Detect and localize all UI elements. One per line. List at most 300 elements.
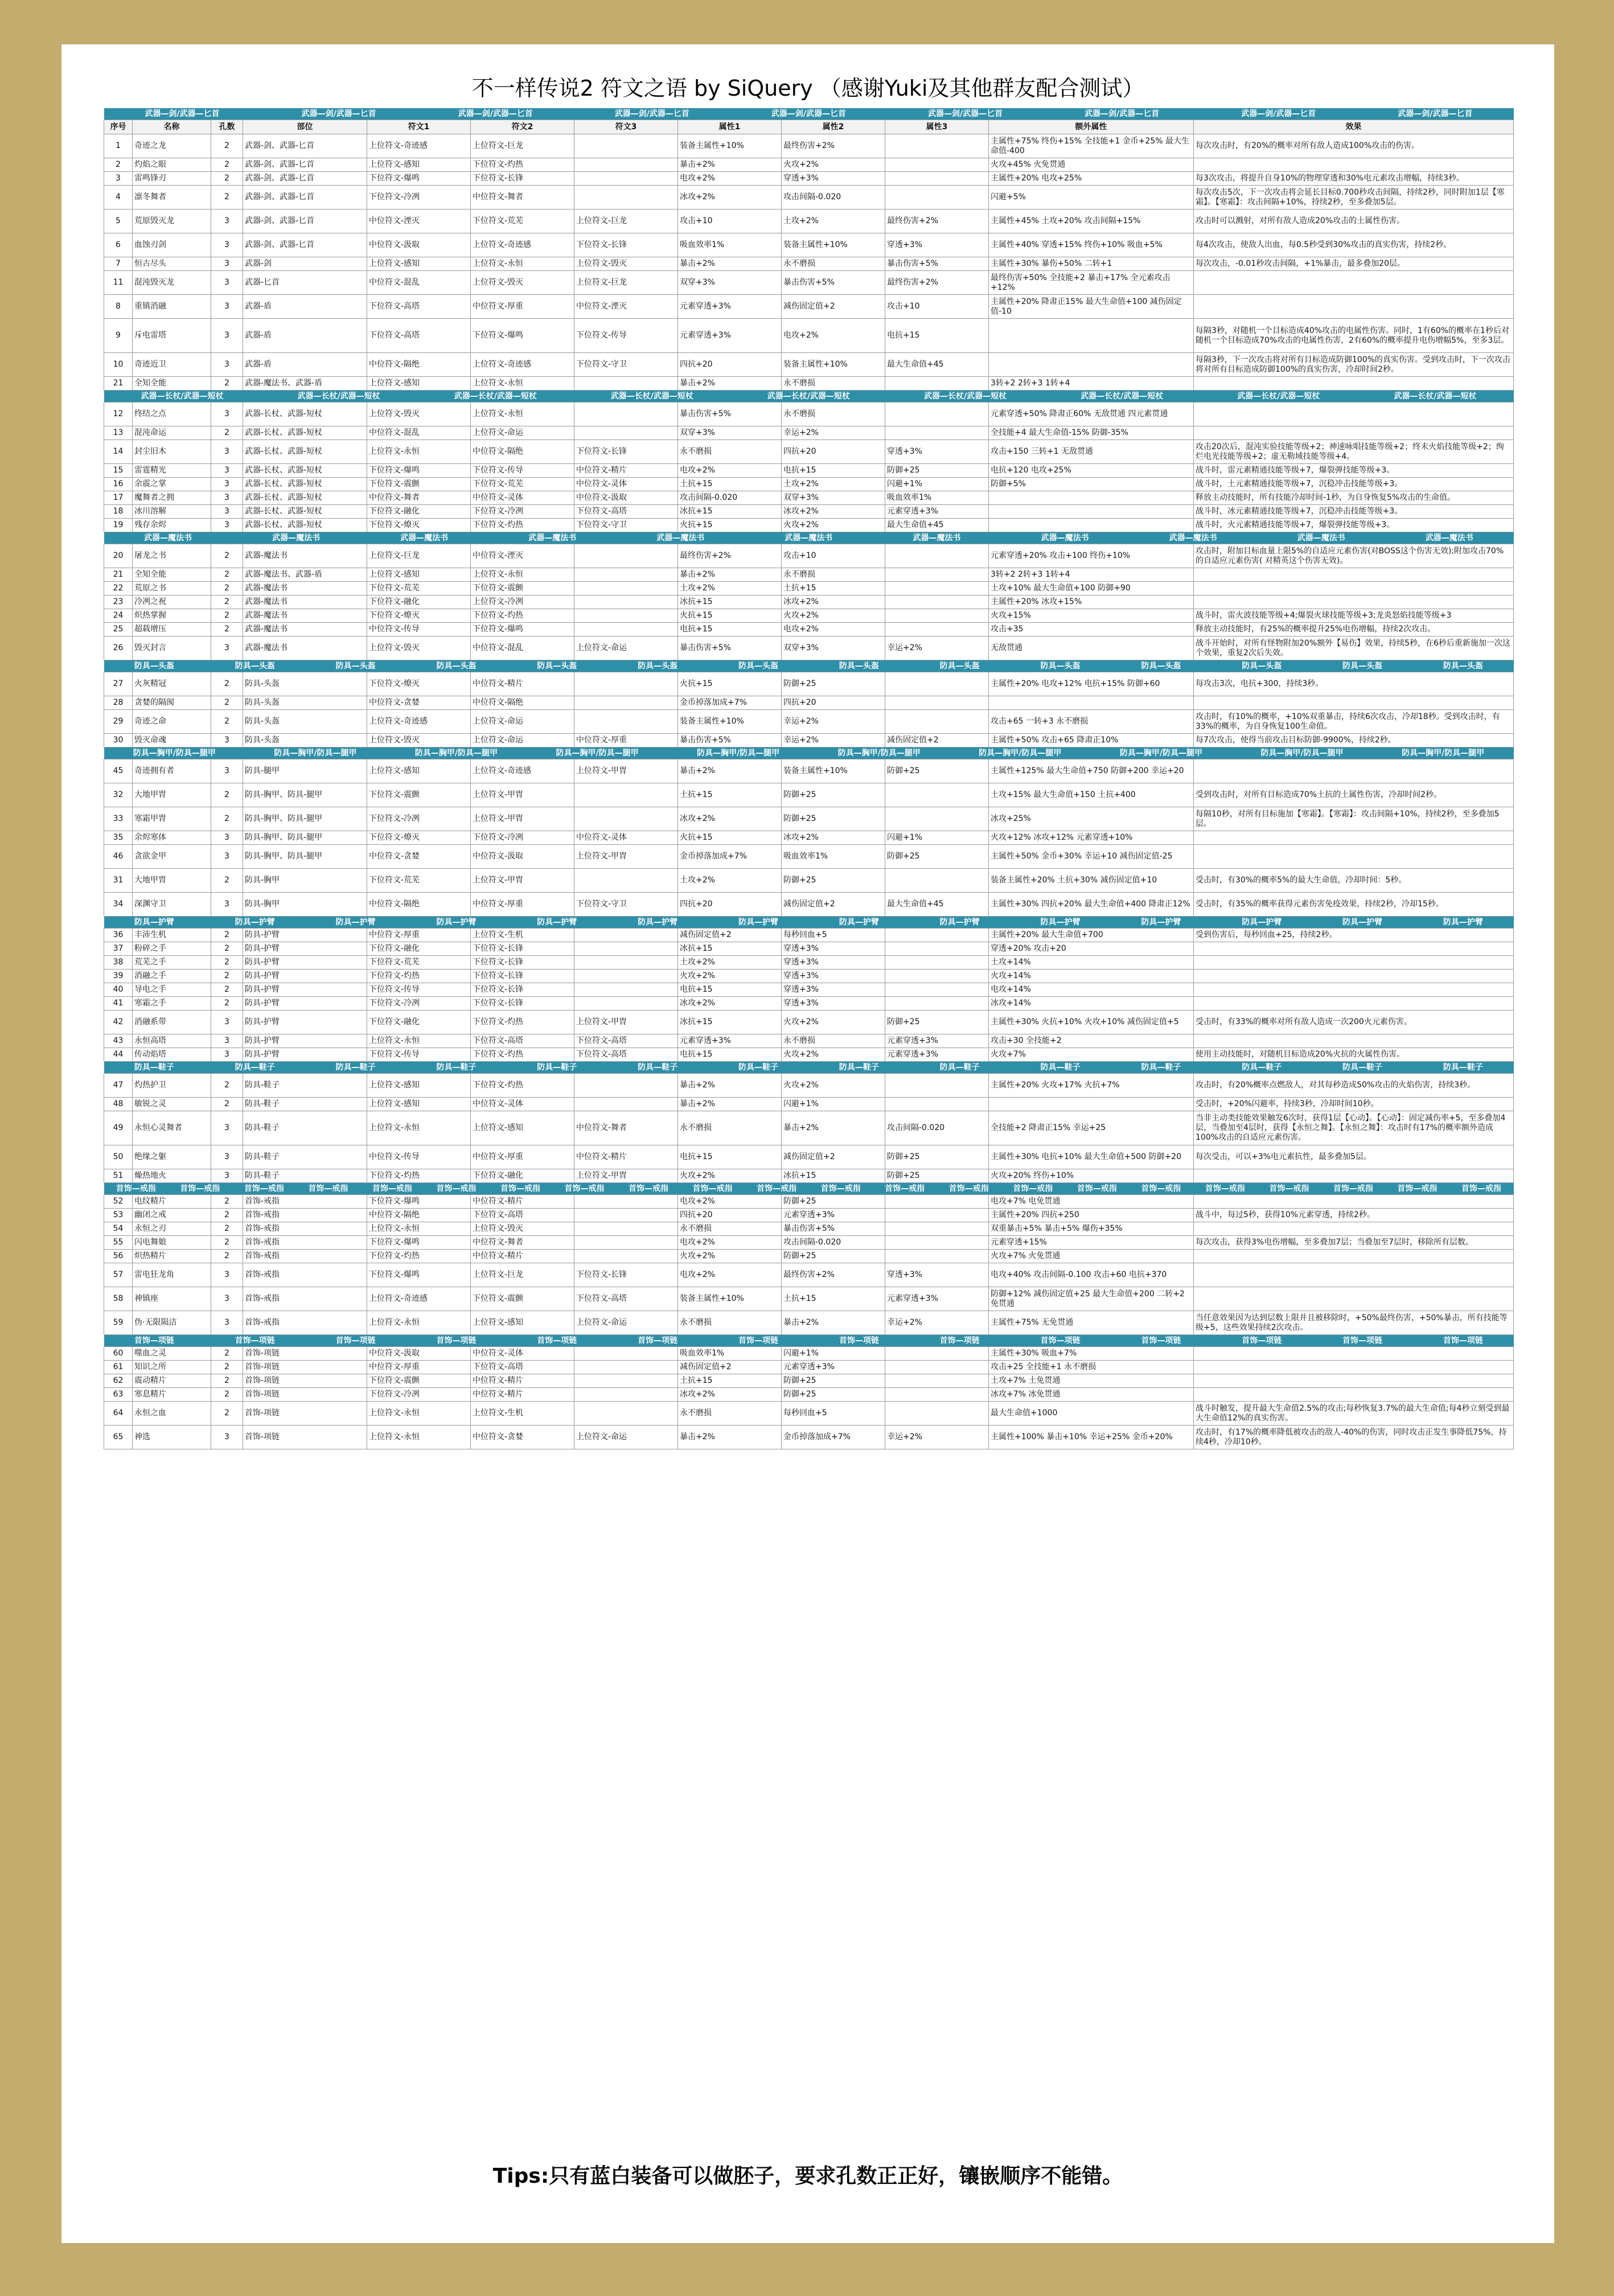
- table-cell: 上位符文-命运: [471, 426, 574, 440]
- table-cell: 暴击+2%: [782, 1111, 885, 1145]
- table-cell: 攻击间隔-0.020: [782, 186, 885, 210]
- table-cell: 电抗+120 电攻+25%: [989, 464, 1194, 478]
- table-cell: [885, 807, 989, 831]
- table-cell: 主属性+100% 暴击+10% 幸运+25% 金币+20%: [989, 1426, 1194, 1449]
- table-cell: 56: [104, 1250, 133, 1263]
- table-cell: 土攻+7% 土免贯通: [989, 1374, 1194, 1388]
- table-cell: 装备主属性+10%: [678, 710, 782, 734]
- table-cell: 下位符文-灼热: [471, 158, 574, 172]
- table-cell: 武器-魔法书: [243, 595, 367, 609]
- table-cell: 火抗+15: [678, 609, 782, 623]
- table-cell: 防具-护臂: [243, 1034, 367, 1048]
- table-cell: 防具-胸甲: [243, 893, 367, 917]
- table-cell: 38: [104, 956, 133, 970]
- table-row: [104, 845, 1514, 869]
- table-cell: 16: [104, 478, 133, 491]
- section-label: 防具—头盔: [839, 661, 879, 671]
- table-row: [104, 1287, 1514, 1311]
- table-cell: 冰攻+2%: [782, 505, 885, 519]
- table-cell: 穿透+3%: [782, 172, 885, 186]
- table-cell: [574, 997, 678, 1011]
- table-cell: 主属性+30% 四抗+20% 最大生命值+400 降肃正12%: [989, 893, 1194, 917]
- table-cell: 奇迹近卫: [133, 353, 211, 377]
- section-label: 武器—长杖/武器—短杖: [1394, 391, 1477, 401]
- table-cell: 闪避+5%: [989, 186, 1194, 210]
- table-cell: 上位符文-命运: [574, 1311, 678, 1335]
- table-cell: 土抗+15: [678, 478, 782, 491]
- table-cell: 元素穿透+50% 降肃正60% 无敌贯通 四元素贯通: [989, 402, 1194, 426]
- table-cell: 战斗中，每过5秒，获得10%元素穿透，持续2秒。: [1194, 1209, 1514, 1222]
- table-cell: 粉碎之手: [133, 942, 211, 956]
- table-cell: [885, 1361, 989, 1374]
- table-cell: 穿透+3%: [782, 956, 885, 970]
- document-sheet: [61, 44, 1554, 2243]
- table-cell: 元素穿透+3%: [885, 505, 989, 519]
- table-row: [104, 1263, 1514, 1287]
- table-cell: 火攻+2%: [782, 158, 885, 172]
- table-row: [104, 1426, 1514, 1449]
- table-row: [104, 696, 1514, 710]
- table-cell: 下位符文-融化: [367, 942, 471, 956]
- table-row: [104, 478, 1514, 491]
- table-cell: 首饰-戒指: [243, 1263, 367, 1287]
- table-cell: 幸运+2%: [782, 734, 885, 747]
- table-cell: 炽热精片: [133, 1250, 211, 1263]
- table-cell: 终结之点: [133, 402, 211, 426]
- table-cell: 33: [104, 807, 133, 831]
- table-cell: [574, 544, 678, 568]
- table-cell: 最大生命值+45: [885, 519, 989, 532]
- table-cell: 武器-长杖、武器-短杖: [243, 505, 367, 519]
- table-cell: 首饰-戒指: [243, 1287, 367, 1311]
- table-cell: 5: [104, 210, 133, 233]
- table-cell: 中位符文-厚重: [471, 893, 574, 917]
- table-cell: 最终伤害+2%: [885, 271, 989, 295]
- table-cell: 2: [211, 1222, 243, 1236]
- table-row: [104, 672, 1514, 696]
- table-cell: [1194, 568, 1514, 582]
- table-cell: [574, 134, 678, 158]
- table-cell: 当非主动类技能效果触发6次时，获得1层【心动】。【心动】：固定减伤率+5，至多叠加4层，当叠加至4层时，获得【永恒之舞】。【永恒之舞】：攻击时有17%的概率额外造成100%攻击的自适应元素伤害。: [1194, 1111, 1514, 1145]
- table-cell: 当任意效果因为达到层数上限并且被移除时，+50%最终伤害，+50%暴击，所有技能等级+5，这些效果持续2次攻击。: [1194, 1311, 1514, 1335]
- table-row: [104, 609, 1514, 623]
- table-cell: 防具-鞋子: [243, 1111, 367, 1145]
- table-row: [104, 519, 1514, 532]
- table-cell: 1: [104, 134, 133, 158]
- table-cell: 2: [211, 1250, 243, 1263]
- table-cell: [574, 672, 678, 696]
- table-cell: 上位符文-冷冽: [471, 595, 574, 609]
- table-cell: 主属性+45% 土攻+20% 攻击间隔+15%: [989, 210, 1194, 233]
- table-cell: 雷电狂龙角: [133, 1263, 211, 1287]
- table-cell: 下位符文-冷冽: [367, 186, 471, 210]
- table-cell: 中位符文-厚重: [574, 734, 678, 747]
- table-cell: 下位符文-冷冽: [367, 807, 471, 831]
- table-cell: 无敌贯通: [989, 636, 1194, 660]
- table-cell: [1194, 426, 1514, 440]
- table-cell: 首饰-项链: [243, 1361, 367, 1374]
- table-row: [104, 1209, 1514, 1222]
- section-label: 武器—长杖/武器—短杖: [767, 391, 851, 401]
- table-cell: 3: [211, 319, 243, 353]
- table-cell: 防御+25: [885, 1011, 989, 1034]
- table-cell: 2: [211, 1195, 243, 1209]
- table-cell: 凛冬舞者: [133, 186, 211, 210]
- table-cell: 2: [211, 1374, 243, 1388]
- table-row: [104, 1222, 1514, 1236]
- table-cell: 冰攻+2%: [678, 186, 782, 210]
- table-cell: 永不磨损: [782, 257, 885, 271]
- table-cell: [574, 869, 678, 893]
- table-cell: 电抗+15: [885, 319, 989, 353]
- table-row: [104, 1250, 1514, 1263]
- table-cell: 上位符文-永恒: [367, 1111, 471, 1145]
- table-cell: 2: [211, 1402, 243, 1426]
- table-cell: 中位符文-舞者: [471, 1236, 574, 1250]
- table-cell: 减伤固定值+2: [782, 295, 885, 319]
- table-cell: 释放主动技能时，所有技能冷却时间-1秒，为自身恢复5%攻击的生命值。: [1194, 491, 1514, 505]
- table-cell: 吸血效率1%: [885, 491, 989, 505]
- table-cell: 穿透+3%: [782, 997, 885, 1011]
- section-label: 首饰—戒指: [1013, 1184, 1053, 1193]
- table-cell: 每秒回血+5: [782, 1402, 885, 1426]
- table-cell: 火攻+20% 终伤+10%: [989, 1169, 1194, 1183]
- table-cell: 43: [104, 1034, 133, 1048]
- table-cell: 中位符文-灵体: [471, 1347, 574, 1361]
- table-cell: 装备主属性+10%: [678, 1287, 782, 1311]
- table-cell: 最终伤害+2%: [678, 544, 782, 568]
- table-row: [104, 831, 1514, 845]
- table-cell: 火攻+14%: [989, 970, 1194, 983]
- table-cell: 每隔3秒，对随机一个目标造成40%攻击的电属性伤害。同时，1有60%的概率在1秒后对随机一个目标造成70%攻击的电属性伤害，2有60%的概率提升电伤增幅5%，至多3层。: [1194, 319, 1514, 353]
- table-cell: 3: [211, 1263, 243, 1287]
- table-cell: 上位符文-奇迹感: [367, 134, 471, 158]
- table-cell: 受击时，+20%闪避率，持续3秒，冷却时间10秒。: [1194, 1098, 1514, 1111]
- table-cell: 2: [211, 929, 243, 942]
- table-cell: 下位符文-长锋: [471, 172, 574, 186]
- table-cell: 双穿+3%: [678, 426, 782, 440]
- section-label: 首饰—戒指: [500, 1184, 540, 1193]
- table-cell: 防具-护臂: [243, 997, 367, 1011]
- section-label: 防具—鞋子: [1242, 1062, 1282, 1072]
- section-label: 防具—胸甲/防具—腿甲: [1402, 748, 1485, 758]
- table-cell: 火攻+2%: [782, 1011, 885, 1034]
- table-cell: 装备主属性+20% 土抗+30% 减伤固定值+10: [989, 869, 1194, 893]
- section-header-cell: [104, 1183, 1514, 1195]
- table-cell: 火攻+2%: [782, 1074, 885, 1098]
- table-cell: 首饰-戒指: [243, 1250, 367, 1263]
- table-cell: [885, 1236, 989, 1250]
- table-cell: 永不磨损: [782, 402, 885, 426]
- table-row: [104, 1311, 1514, 1335]
- table-cell: 下位符文-爆鸣: [471, 623, 574, 636]
- table-cell: 首饰-项链: [243, 1402, 367, 1426]
- section-label: 武器—剑/武器—匕首: [458, 109, 533, 118]
- table-cell: 减伤固定值+2: [678, 929, 782, 942]
- table-cell: 主属性+30% 电抗+10% 最大生命值+500 防御+20: [989, 1145, 1194, 1169]
- table-cell: 中位符文-舞者: [367, 491, 471, 505]
- table-cell: 下位符文-高塔: [574, 1287, 678, 1311]
- table-cell: 中位符文-精片: [471, 1250, 574, 1263]
- table-cell: 最大生命值+45: [885, 353, 989, 377]
- table-cell: 永不磨损: [782, 568, 885, 582]
- section-label: 首饰—戒指: [244, 1184, 284, 1193]
- section-header-labels: [104, 109, 1514, 119]
- table-cell: 3: [211, 1034, 243, 1048]
- table-cell: 3: [211, 1287, 243, 1311]
- runeword-table-wrap: [104, 108, 1513, 1449]
- table-cell: 上位符文-奇迹感: [367, 710, 471, 734]
- table-cell: 土攻+14%: [989, 956, 1194, 970]
- table-row: [104, 970, 1514, 983]
- table-cell: 45: [104, 759, 133, 783]
- table-cell: 每秒回血+5: [782, 929, 885, 942]
- table-cell: 攻击+10: [678, 210, 782, 233]
- section-label: 首饰—项链: [839, 1336, 879, 1345]
- table-row: [104, 759, 1514, 783]
- section-label: 武器—魔法书: [144, 533, 192, 543]
- section-label: 防具—护臂: [134, 917, 174, 927]
- table-cell: 7: [104, 257, 133, 271]
- table-cell: 下位符文-爆鸣: [367, 1195, 471, 1209]
- table-cell: 使用主动技能时，对随机目标造成20%火抗的火属性伤害。: [1194, 1048, 1514, 1062]
- table-cell: 冰攻+2%: [678, 1388, 782, 1402]
- table-cell: 19: [104, 519, 133, 532]
- table-row: [104, 710, 1514, 734]
- table-cell: 60: [104, 1347, 133, 1361]
- table-cell: 最终伤害+50% 全技能+2 暴击+17% 全元素攻击+12%: [989, 271, 1194, 295]
- table-cell: 穿透+3%: [782, 942, 885, 956]
- table-cell: 上位符文-命运: [471, 734, 574, 747]
- table-cell: 防具-胸甲: [243, 869, 367, 893]
- table-cell: 下位符文-守卫: [574, 519, 678, 532]
- table-cell: 3: [211, 759, 243, 783]
- section-label: 防具—鞋子: [134, 1062, 174, 1072]
- table-cell: 武器-魔法书: [243, 623, 367, 636]
- table-cell: [1194, 1222, 1514, 1236]
- table-cell: 3: [211, 734, 243, 747]
- section-header-labels: [104, 1336, 1514, 1346]
- table-cell: 3: [211, 505, 243, 519]
- table-cell: 神选: [133, 1426, 211, 1449]
- table-cell: 火攻+7% 火免贯通: [989, 1250, 1194, 1263]
- table-cell: 防御+25: [782, 807, 885, 831]
- section-label: 首饰—戒指: [564, 1184, 605, 1193]
- section-header-labels: [104, 1184, 1514, 1194]
- table-cell: [989, 505, 1194, 519]
- table-cell: 2: [211, 595, 243, 609]
- table-cell: [1194, 997, 1514, 1011]
- table-cell: 下位符文-燎灭: [367, 609, 471, 623]
- table-cell: 下位符文-燎灭: [367, 519, 471, 532]
- table-cell: 下位符文-灼热: [471, 519, 574, 532]
- table-cell: 战斗时，冰元素精通技能等级+7，沉稳冲击技能等级+3。: [1194, 505, 1514, 519]
- table-row: [104, 491, 1514, 505]
- table-cell: [989, 519, 1194, 532]
- table-cell: [574, 568, 678, 582]
- table-cell: 防御+25: [782, 1374, 885, 1388]
- table-cell: 战斗时，雷火波技能等级+4;爆裂火球技能等级+3;龙炎怒焰技能等级+3: [1194, 609, 1514, 623]
- table-cell: 伪·无限陨洁: [133, 1311, 211, 1335]
- table-cell: 首饰-戒指: [243, 1222, 367, 1236]
- table-cell: 3转+2 2转+3 1转+4: [989, 377, 1194, 391]
- table-cell: 防具-鞋子: [243, 1074, 367, 1098]
- table-cell: 防御+25: [885, 464, 989, 478]
- table-cell: 幸运+2%: [885, 1426, 989, 1449]
- section-label: 首饰—戒指: [1205, 1184, 1245, 1193]
- table-cell: 消融系带: [133, 1011, 211, 1034]
- section-header-labels: [104, 1063, 1514, 1073]
- table-cell: 元素穿透+3%: [885, 1034, 989, 1048]
- table-cell: 2: [211, 956, 243, 970]
- section-label: 防具—头盔: [1141, 661, 1181, 671]
- table-cell: 61: [104, 1361, 133, 1374]
- table-cell: 48: [104, 1098, 133, 1111]
- table-cell: 2: [211, 869, 243, 893]
- table-cell: [989, 1098, 1194, 1111]
- table-cell: 下位符文-守卫: [574, 893, 678, 917]
- table-cell: 主属性+20% 火攻+17% 火抗+7%: [989, 1074, 1194, 1098]
- table-cell: 3: [211, 257, 243, 271]
- table-cell: 电攻+2%: [782, 319, 885, 353]
- table-cell: 首饰-项链: [243, 1426, 367, 1449]
- table-cell: 武器-长杖、武器-短杖: [243, 440, 367, 464]
- table-cell: 上位符文-生机: [471, 929, 574, 942]
- table-cell: [574, 1236, 678, 1250]
- table-row: [104, 1169, 1514, 1183]
- table-cell: 每3次攻击，将提升自身10%的物理穿透和30%电元素攻击增幅，持续3秒。: [1194, 172, 1514, 186]
- section-label: 首饰—项链: [436, 1336, 477, 1345]
- table-cell: 武器-剑: [243, 257, 367, 271]
- table-cell: 魔舞者之拥: [133, 491, 211, 505]
- table-cell: 上位符文-甲胄: [471, 783, 574, 807]
- table-cell: 土抗+15: [678, 1374, 782, 1388]
- table-cell: [885, 623, 989, 636]
- table-cell: 闪避+1%: [782, 1098, 885, 1111]
- table-cell: 冰抗+15: [678, 942, 782, 956]
- table-row: [104, 1347, 1514, 1361]
- table-cell: 冰攻+2%: [678, 997, 782, 1011]
- table-cell: 奇迹之龙: [133, 134, 211, 158]
- table-cell: 下位符文-高塔: [574, 1048, 678, 1062]
- table-cell: [1194, 1361, 1514, 1374]
- table-cell: 35: [104, 831, 133, 845]
- section-label: 防具—护臂: [1040, 917, 1081, 927]
- section-label: 防具—头盔: [537, 661, 577, 671]
- table-cell: 土抗+15: [782, 582, 885, 595]
- table-cell: [989, 319, 1194, 353]
- table-cell: 30: [104, 734, 133, 747]
- table-row: [104, 295, 1514, 319]
- table-cell: 46: [104, 845, 133, 869]
- table-cell: 土抗+15: [678, 783, 782, 807]
- table-cell: 每次受击，可以+3%电元素抗性，最多叠加5层。: [1194, 1145, 1514, 1169]
- table-cell: 减伤固定值+2: [782, 893, 885, 917]
- section-label: 首饰—戒指: [885, 1184, 925, 1193]
- table-cell: 武器-长杖、武器-短杖: [243, 402, 367, 426]
- table-cell: 元素穿透+20% 攻击+100 终伤+10%: [989, 544, 1194, 568]
- table-cell: 下位符文-长锋: [471, 956, 574, 970]
- table-cell: 2: [211, 983, 243, 997]
- table-cell: 每隔10秒，对所有目标施加【寒霜】。【寒霜】：攻击间隔+10%，持续2秒，至多叠加5层。: [1194, 807, 1514, 831]
- table-cell: 下位符文-荒芜: [367, 869, 471, 893]
- section-header-cell: [104, 1335, 1514, 1347]
- table-cell: 44: [104, 1048, 133, 1062]
- section-label: 首饰—戒指: [820, 1184, 861, 1193]
- column-header: 符文3: [574, 120, 678, 134]
- table-cell: 中位符文-湮灭: [367, 210, 471, 233]
- table-cell: 受击时，有30%的概率5%的最大生命值，冷却时间：5秒。: [1194, 869, 1514, 893]
- table-cell: [885, 929, 989, 942]
- table-cell: 土攻+2%: [678, 956, 782, 970]
- table-cell: 上位符文-巨龙: [471, 1263, 574, 1287]
- table-row: [104, 186, 1514, 210]
- table-cell: 中位符文-隔绝: [367, 353, 471, 377]
- section-header-cell: [104, 532, 1514, 544]
- table-cell: 吸血效率1%: [678, 233, 782, 257]
- section-label: 防具—胸甲/防具—腿甲: [837, 748, 921, 758]
- section-label: 防具—护臂: [1242, 917, 1282, 927]
- table-cell: 电攻+2%: [678, 1195, 782, 1209]
- table-cell: 上位符文-感知: [367, 568, 471, 582]
- table-cell: [574, 1222, 678, 1236]
- table-cell: 中位符文-汲取: [574, 491, 678, 505]
- table-cell: 10: [104, 353, 133, 377]
- table-cell: 下位符文-长锋: [471, 970, 574, 983]
- table-cell: 上位符文-感知: [367, 257, 471, 271]
- table-cell: 武器-剑、武器-匕首: [243, 186, 367, 210]
- table-cell: 装备主属性+10%: [782, 233, 885, 257]
- table-cell: 贪欲金甲: [133, 845, 211, 869]
- table-cell: [574, 595, 678, 609]
- table-cell: 武器-剑、武器-匕首: [243, 233, 367, 257]
- table-cell: 震动精片: [133, 1374, 211, 1388]
- table-cell: 23: [104, 595, 133, 609]
- table-cell: 电攻+2%: [678, 1236, 782, 1250]
- section-label: 防具—鞋子: [939, 1062, 980, 1072]
- table-cell: 主属性+75% 无免贯通: [989, 1311, 1194, 1335]
- section-label: 武器—长杖/武器—短杖: [454, 391, 537, 401]
- table-cell: 最终伤害+2%: [782, 134, 885, 158]
- table-cell: 上位符文-感知: [367, 1098, 471, 1111]
- table-cell: 防具-胸甲、防具-腿甲: [243, 831, 367, 845]
- table-cell: 3: [211, 1311, 243, 1335]
- table-cell: [885, 426, 989, 440]
- table-cell: [885, 1209, 989, 1222]
- section-label: 防具—护臂: [1141, 917, 1181, 927]
- table-cell: 11: [104, 271, 133, 295]
- table-cell: 元素穿透+3%: [782, 1361, 885, 1374]
- section-label: 防具—胸甲/防具—腿甲: [979, 748, 1062, 758]
- table-row: [104, 440, 1514, 464]
- table-cell: 37: [104, 942, 133, 956]
- table-cell: 上位符文-甲胄: [574, 845, 678, 869]
- table-cell: 下位符文-震颤: [367, 1374, 471, 1388]
- table-cell: 21: [104, 377, 133, 391]
- section-label: 防具—鞋子: [1141, 1062, 1181, 1072]
- section-label: 首饰—项链: [537, 1336, 577, 1345]
- table-cell: 防具-头盔: [243, 672, 367, 696]
- table-cell: 2: [211, 1236, 243, 1250]
- section-label: 首饰—戒指: [1141, 1184, 1181, 1193]
- table-cell: 上位符文-巨龙: [367, 544, 471, 568]
- table-cell: 中位符文-隔绝: [367, 893, 471, 917]
- table-cell: 攻击+65 一转+3 永不磨损: [989, 710, 1194, 734]
- table-cell: 2: [211, 568, 243, 582]
- table-cell: 奇迹拥有者: [133, 759, 211, 783]
- table-cell: 2: [211, 1388, 243, 1402]
- table-cell: 寒霜甲胄: [133, 807, 211, 831]
